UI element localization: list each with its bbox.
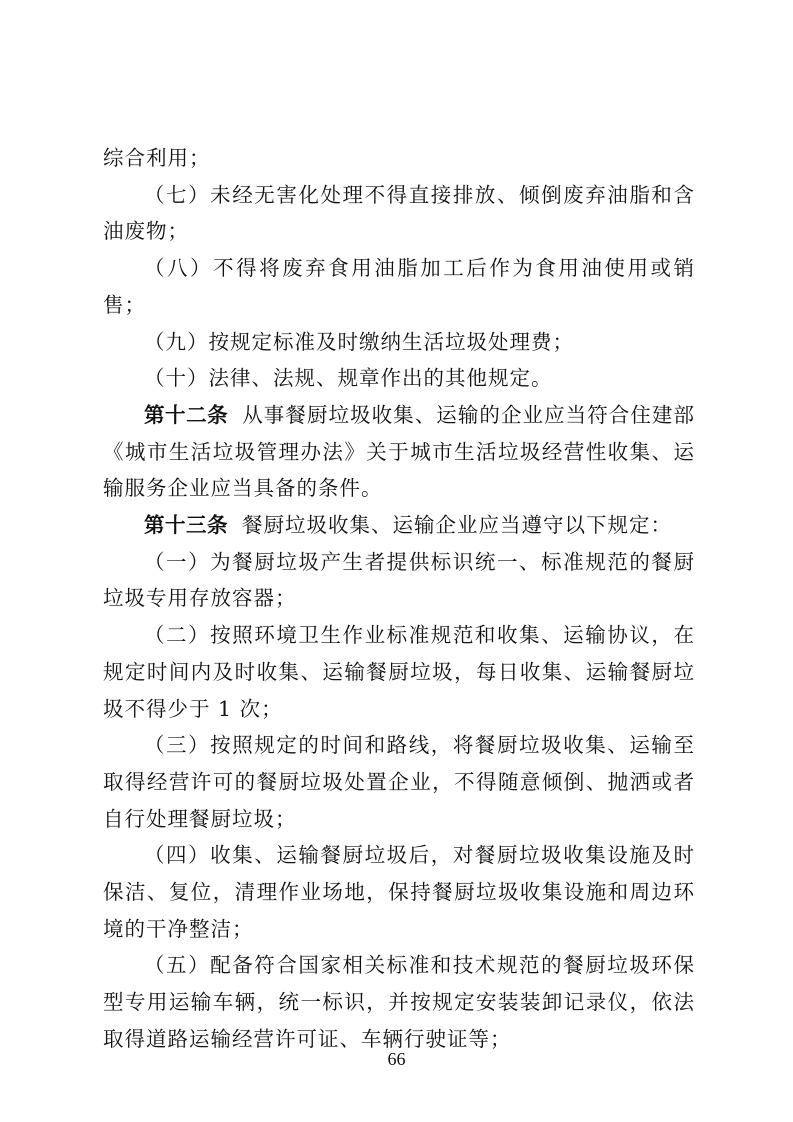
clause-paragraph <box>103 837 695 947</box>
clause-paragraph <box>103 947 695 1057</box>
paragraph-text: 从事餐厨垃圾收集、运输的企业应当符合住建部《城市生活垃圾管理办法》关于城市生活垃圾经营性收集、运输服务企业应当具备的条件。 <box>103 402 695 501</box>
paragraph-text: （七）未经无害化处理不得直接排放、倾倒废弃油脂和含油废物； <box>103 182 695 244</box>
clause-paragraph <box>103 324 695 361</box>
paragraph-text: （三）按照规定的时间和路线，将餐厨垃圾收集、运输至取得经营许可的餐厨垃圾处置企业，不得随意倾倒、抛洒或者自行处理餐厨垃圾； <box>103 733 695 831</box>
paragraph-text: 餐厨垃圾收集、运输企业应当遵守以下规定： <box>242 513 672 538</box>
article-paragraph <box>103 397 695 507</box>
paragraph-text: （十）法律、法规、规章作出的其他规定。 <box>144 366 553 391</box>
article-heading: 第十三条 <box>144 513 228 538</box>
paragraph-text: 综合利用； <box>103 146 211 170</box>
clause-paragraph <box>103 360 695 397</box>
clause-paragraph <box>103 250 695 323</box>
paragraph-text: （四）收集、运输餐厨垃圾后，对餐厨垃圾收集设施及时保洁、复位，清理作业场地，保持餐厨垃圾收集设施和周边环境的干净整洁； <box>103 843 695 941</box>
clause-paragraph <box>103 727 695 837</box>
clause-paragraph <box>103 140 695 177</box>
paragraph-text: （九）按规定标准及时缴纳生活垃圾处理费； <box>144 329 574 354</box>
clause-paragraph <box>103 617 695 727</box>
clause-paragraph <box>103 177 695 250</box>
article-heading: 第十二条 <box>144 402 229 427</box>
document-body <box>103 140 695 1058</box>
paragraph-text: （八）不得将废弃食用油脂加工后作为食用油使用或销售； <box>103 256 695 317</box>
article-paragraph <box>103 507 695 544</box>
paragraph-text: （二）按照环境卫生作业标准规范和收集、运输协议，在规定时间内及时收集、运输餐厨垃圾，每日收集、运输餐厨垃圾不得少于 1 次； <box>103 623 695 721</box>
page-number: 66 <box>387 1049 406 1069</box>
paragraph-text: （一）为餐厨垃圾产生者提供标识统一、标准规范的餐厨垃圾专用存放容器； <box>103 549 695 611</box>
paragraph-text: （五）配备符合国家相关标准和技术规范的餐厨垃圾环保型专用运输车辆，统一标识，并按规定安装装卸记录仪，依法取得道路运输经营许可证、车辆行驶证等； <box>103 953 695 1051</box>
clause-paragraph <box>103 544 695 617</box>
